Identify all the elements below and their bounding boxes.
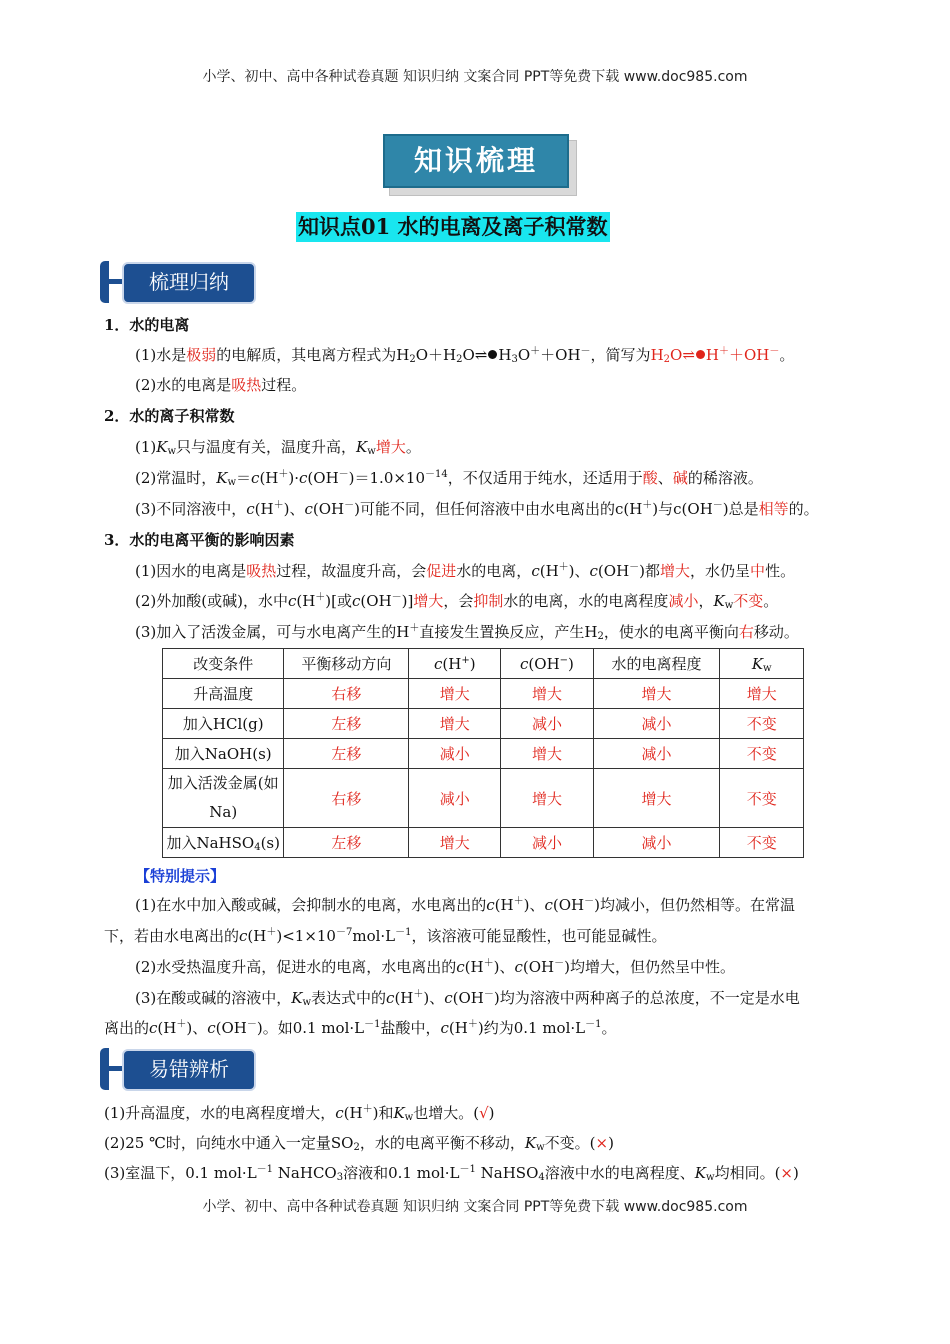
table-cell: 左移 — [284, 828, 409, 858]
table-header-cell: $K_w$ — [720, 649, 804, 679]
para-1-1: (1)水是极弱的电解质，其电离方程式为$H_2O+H_2O\rightleftharpoons$ $H_3O^++OH^-$，简写为$H_2O\rightleftharpoons$ H＋＋OH－。 — [135, 346, 795, 365]
table-cell: 增大 — [409, 828, 501, 858]
para-3-3: (3)加入了活泼金属，可与水电离产生的H＋直接发生置换反应，产生$H_2$，使水的电离平衡向右移动。 — [135, 623, 799, 642]
table-cell: 增大 — [501, 739, 593, 769]
table-row — [163, 769, 804, 828]
table-cell: 减小 — [409, 769, 501, 828]
para-1-2: (2)水的电离是吸热过程。 — [135, 376, 307, 394]
table-cell: 增大 — [720, 679, 804, 709]
error-item-1: (1)升高温度，水的电离程度增大，c(H＋)和$K_w$也增大。(√) — [104, 1104, 495, 1123]
table-cell: 增大 — [409, 709, 501, 739]
table-cell: 不变 — [720, 739, 804, 769]
influence-table — [162, 648, 804, 858]
table-cell: 右移 — [284, 679, 409, 709]
table-cell: 增大 — [409, 679, 501, 709]
knowledge-point-title: 知识点01 水的电离及离子积常数 — [296, 212, 610, 242]
table-header-row — [163, 649, 804, 679]
para-2-3: (3)不同溶液中，c(H＋)、c(OH－)可能不同，但任何溶液中由水电离出的c(H＋)与c(OH－)总是相等的。 — [135, 500, 819, 518]
table-cell: 减小 — [501, 709, 593, 739]
heading-2: 2．水的离子积常数 — [104, 407, 235, 425]
table-header-cell: 水的电离程度 — [593, 649, 720, 679]
hint-3-a: (3)在酸或碱的溶液中，$K_w$表达式中的c(H＋)、c(OH－)均为溶液中两种离子的总浓度，不一定是水电 — [135, 989, 800, 1008]
table-cell: 减小 — [593, 709, 720, 739]
table-row — [163, 828, 804, 858]
para-2-2: (2)常温时，$K_w=c(H^+)\cdot c(OH^-)=1.0\times 10^{-14}$，不仅适用于纯水，还适用于酸、碱的稀溶液。 — [135, 469, 763, 488]
table-row — [163, 709, 804, 739]
para-3-1: (1)因水的电离是吸热过程，故温度升高，会促进水的电离，c(H＋)、c(OH－)都增大，水仍呈中性。 — [135, 562, 796, 580]
hint-1-a: (1)在水中加入酸或碱，会抑制水的电离，水电离出的c(H＋)、c(OH－)均减小，但仍然相等。在常温 — [135, 896, 795, 914]
table-cell: 左移 — [284, 709, 409, 739]
heading-3: 3．水的电离平衡的影响因素 — [104, 531, 295, 549]
para-2-1: $(1)K_w$只与温度有关，温度升高，$K_w$增大。 — [135, 438, 421, 457]
hint-1-b: 下，若由水电离出的$c(H^+)<1\times 10^{-7}mol\cdot L^{-1}$，该溶液可能显酸性，也可能显碱性。 — [104, 927, 667, 945]
heading-1: 1．水的电离 — [104, 316, 190, 334]
table-cell: 不变 — [720, 828, 804, 858]
table-cell: 升高温度 — [163, 679, 284, 709]
page-footer: 小学、初中、高中各种试卷真题 知识归纳 文案合同 PPT等免费下载 www.doc985.com — [202, 1199, 748, 1215]
table-cell: 减小 — [593, 828, 720, 858]
summary-tag-label: 梳理归纳 — [122, 262, 256, 304]
table-cell: 加入HCl(g) — [163, 709, 284, 739]
special-hint-label: 【特别提示】 — [135, 867, 226, 885]
table-cell: 增大 — [593, 769, 720, 828]
table-cell: 减小 — [593, 739, 720, 769]
hint-2: (2)水受热温度升高，促进水的电离，水电离出的c(H＋)、c(OH－)均增大，但仍然呈中性。 — [135, 958, 735, 976]
table-cell: 增大 — [593, 679, 720, 709]
section-header-banner — [383, 134, 573, 192]
table-cell: 减小 — [409, 739, 501, 769]
errors-tag — [100, 1048, 255, 1090]
table-cell: 右移 — [284, 769, 409, 828]
errors-tag-label: 易错辨析 — [122, 1049, 256, 1091]
table-cell: 加入NaOH(s) — [163, 739, 284, 769]
hint-3-b: 离出的c(H＋)、c(OH－)。如0.1 $mol\cdot L^{-1}$盐酸中，c(H＋)约为0.1 $mol\cdot L^{-1}$。 — [104, 1019, 617, 1037]
error-item-3: (3)室温下，0.1 $mol\cdot L^{-1}$ NaHCO$_3$溶液和0.1 $mol\cdot L^{-1}$ NaHSO$_4$溶液中水的电离程度、$K_w$均相同。(×) — [104, 1164, 799, 1183]
para-3-2: (2)外加酸(或碱)，水中c(H＋)[或c(OH－)]增大，会抑制水的电离，水的电离程度减小，$K_w$不变。 — [135, 592, 779, 611]
table-header-cell: 改变条件 — [163, 649, 284, 679]
table-cell: 不变 — [720, 769, 804, 828]
table-cell: 不变 — [720, 709, 804, 739]
table-row — [163, 739, 804, 769]
summary-tag — [100, 261, 255, 303]
page-header: 小学、初中、高中各种试卷真题 知识归纳 文案合同 PPT等免费下载 www.doc985.com — [202, 69, 748, 85]
error-item-2: (2)25 ℃时，向纯水中通入一定量$SO_2$，水的电离平衡不移动，$K_w$不变。(×) — [104, 1134, 614, 1153]
table-header-cell: c(OH−) — [501, 649, 593, 679]
table-cell: 增大 — [501, 769, 593, 828]
table-cell: 左移 — [284, 739, 409, 769]
table-cell: 减小 — [501, 828, 593, 858]
table-cell: 加入NaHSO$_4$(s) — [163, 828, 284, 858]
table-cell: 增大 — [501, 679, 593, 709]
table-header-cell: 平衡移动方向 — [284, 649, 409, 679]
table-row — [163, 679, 804, 709]
section-header-title: 知识梳理 — [383, 134, 569, 188]
table-header-cell: c(H+) — [409, 649, 501, 679]
table-cell: 加入活泼金属(如Na) — [163, 769, 284, 828]
